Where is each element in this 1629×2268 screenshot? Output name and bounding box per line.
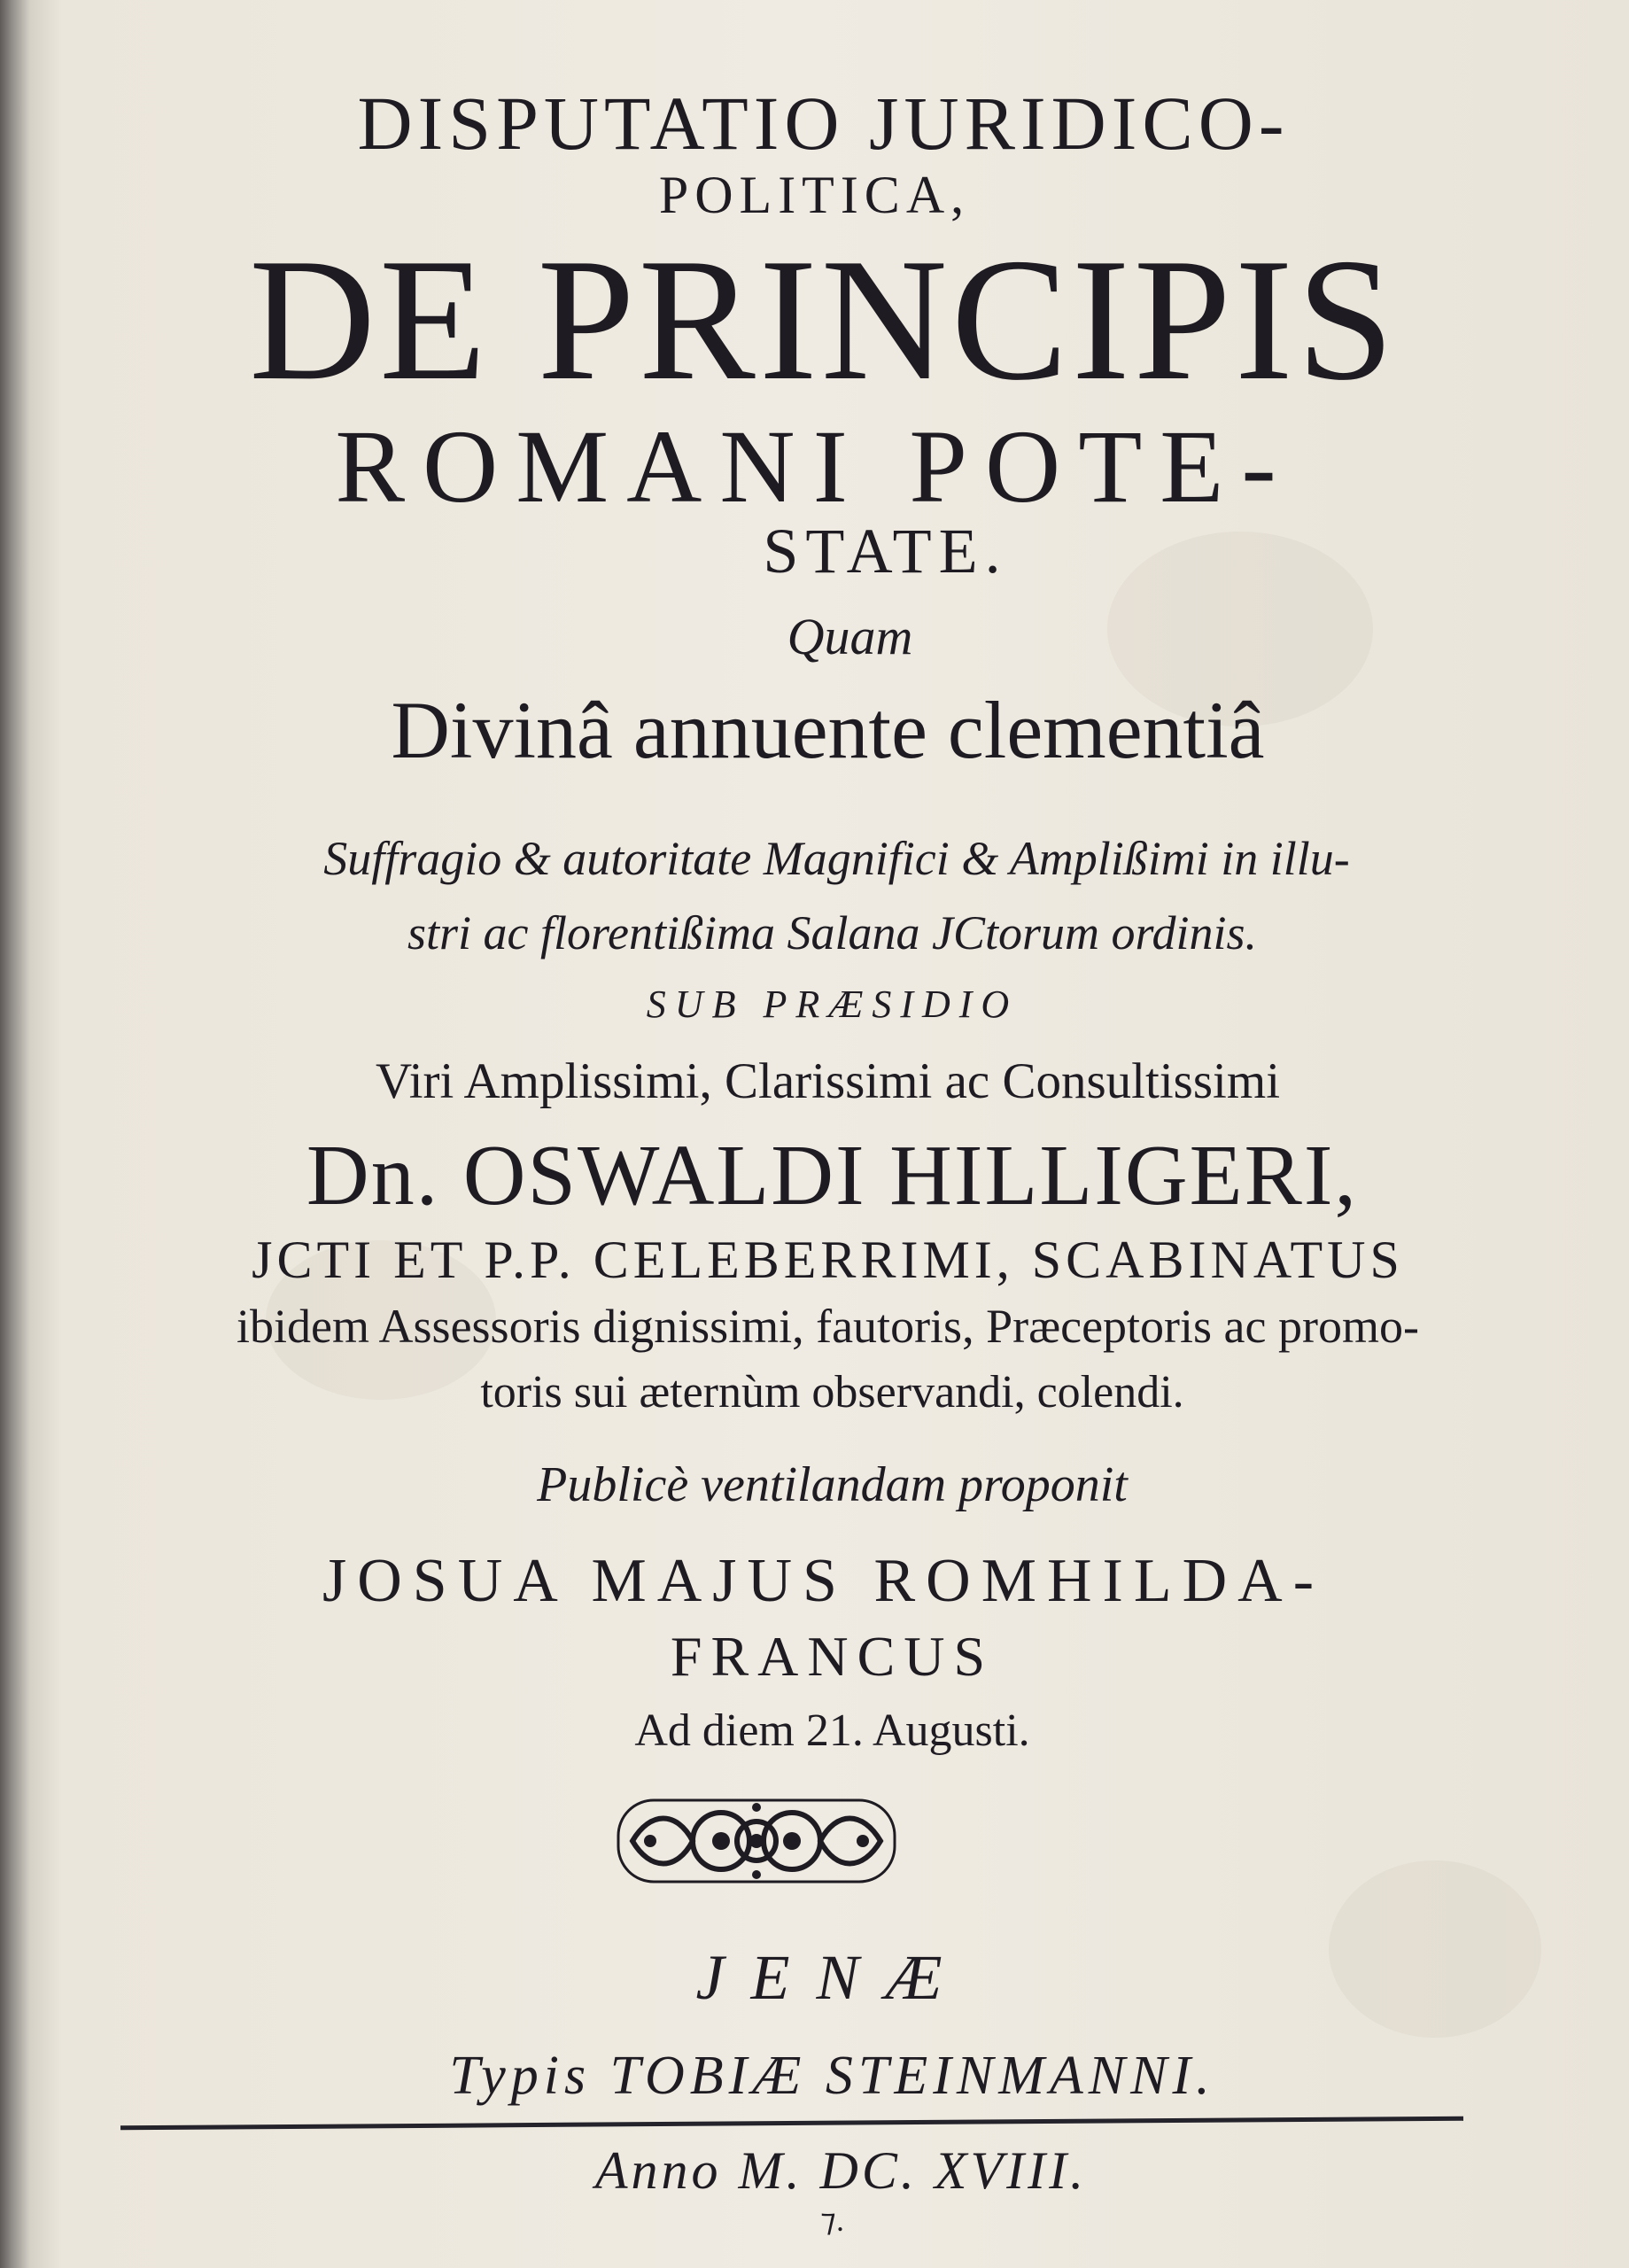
line-divina-clementia: Divinâ annuente clementiâ <box>391 685 1265 775</box>
line-jenae: JENÆ <box>695 1942 969 2013</box>
title-line-de-principis: DE PRINCIPIS <box>249 222 1398 416</box>
title-line-romani-pote: ROMANI POTE- <box>335 408 1294 524</box>
line-sub-praesidio: SUB PRÆSIDIO <box>646 983 1019 1026</box>
line-josua-majus: JOSUA MAJUS ROMHILDA- <box>322 1547 1324 1615</box>
horizontal-rule <box>120 2117 1463 2131</box>
line-typis-steinmanni: Typis TOBIÆ STEINMANNI. <box>449 2046 1215 2106</box>
line-viri-amplissimi: Viri Amplissimi, Clarissimi ac Consultissimi <box>375 1053 1281 1109</box>
line-francus: FRANCUS <box>670 1625 995 1688</box>
line-salana: stri ac florentißima Salana JCtorum ordinis. <box>407 906 1258 959</box>
line-suffragio: Suffragio & autoritate Magnifici & Amplißimi in illu- <box>323 832 1350 885</box>
title-line-state: STATE. <box>763 516 1008 586</box>
line-ad-diem: Ad diem 21. Augusti. <box>634 1705 1030 1756</box>
line-quam: Quam <box>787 608 913 665</box>
line-jcti-celeberrimi: JCTI ET P.P. CELEBERRIMI, SCABINATUS <box>252 1231 1404 1289</box>
line-oswaldi-hilligeri: Dn. OSWALDI HILLIGERI, <box>306 1128 1359 1223</box>
signature-mark: ⁊. <box>820 2202 844 2238</box>
title-line-disputatio: DISPUTATIO JURIDICO- <box>357 81 1290 166</box>
title-line-politica: POLITICA, <box>658 166 971 224</box>
line-anno: Anno M. DC. XVIII. <box>594 2141 1088 2200</box>
line-publice-ventilandam: Publicè ventilandam proponit <box>537 1457 1128 1512</box>
line-ibidem-assessoris: ibidem Assessoris dignissimi, fautoris, Præceptoris ac promo- <box>237 1300 1419 1353</box>
line-toris-sui: toris sui æternùm observandi, colendi. <box>480 1367 1184 1418</box>
fleuron-ornament-icon <box>615 1793 898 1889</box>
